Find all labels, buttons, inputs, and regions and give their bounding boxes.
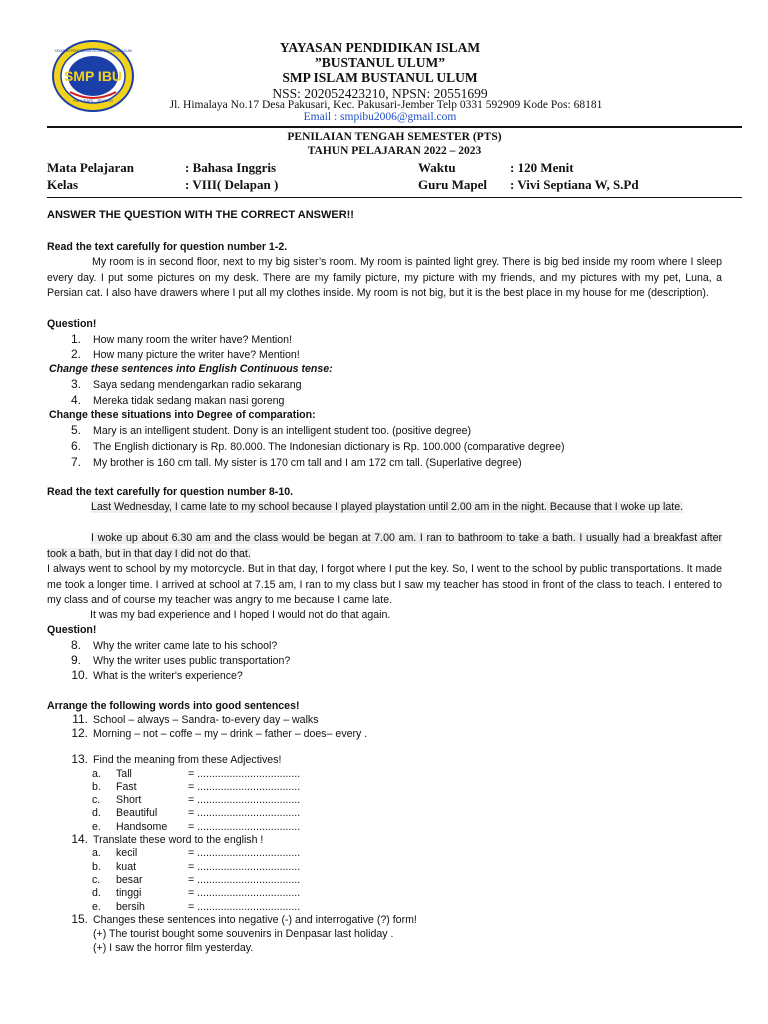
question-number: 10. <box>71 668 88 682</box>
item-letter: c. <box>92 874 101 886</box>
adjective-item: Short <box>116 794 142 806</box>
item-letter: c. <box>92 794 101 806</box>
section1-question-label: Question! <box>47 318 97 330</box>
logo-text: SMP IBU <box>63 68 123 84</box>
story-paragraph-2: I woke up about 6.30 am and the class would be began at 7.00 am. I ran to bathroom to take a bath. I usually had a breakfast after took a bath, but in that day I did not do that. <box>47 532 722 560</box>
question-10: What is the writer's experience? <box>93 670 243 682</box>
degree-heading: Change these situations into Degree of comparation: <box>49 409 316 421</box>
subject-value: : Bahasa Inggris <box>185 160 277 175</box>
question-number: 15. <box>71 912 88 926</box>
time-value: : 120 Menit <box>510 160 574 175</box>
school-name: SMP ISLAM BUSTANUL ULUM <box>282 70 478 85</box>
logo-bottom-text: PAKUSARI - JEMBER <box>73 98 113 103</box>
section2-paragraph-3: I always went to school by my motorcycle. But in that day, I forgot where I put the key. So, I went to the school by public transportations. It made me took a longer time. I arrived at school at 7.15 am, I ran to my class but I saw my teacher has stood in front of the class to teach. I entered to my class and of course my teacher was angry to me because I came late. <box>47 563 722 607</box>
section1-heading: Read the text carefully for question number 1-2. <box>47 241 288 253</box>
continuous-heading: Change these sentences into English Continuous tense: <box>49 363 333 375</box>
header-divider <box>47 197 742 198</box>
answer-blank: = ................................... <box>188 887 301 899</box>
question-number: 13. <box>71 752 88 766</box>
item-letter: d. <box>92 807 101 819</box>
question-15-sentence-1: (+) The tourist bought some souvenirs in Denpasar last holiday . <box>93 928 394 940</box>
question-4: Mereka tidak sedang makan nasi goreng <box>93 395 285 407</box>
question-number: 8. <box>70 638 81 652</box>
school-logo <box>52 40 134 112</box>
class-value: : VIII( Delapan ) <box>185 177 279 192</box>
answer-blank: = ................................... <box>188 821 301 833</box>
answer-blank: = ................................... <box>188 874 301 886</box>
item-letter: a. <box>92 768 101 780</box>
question-number: 2. <box>70 347 81 361</box>
question-12: Morning – not – coffe – my – drink – father – does– every . <box>93 728 368 740</box>
question-8: Why the writer came late to his school? <box>93 640 278 652</box>
foundation-subname: ”BUSTANUL ULUM” <box>315 55 445 70</box>
answer-blank: = ................................... <box>188 901 301 913</box>
adjective-item: Beautiful <box>116 807 158 819</box>
question-number: 9. <box>70 653 81 667</box>
question-number: 3. <box>70 377 81 391</box>
adjective-item: Fast <box>116 781 137 793</box>
exam-year: TAHUN PELAJARAN 2022 – 2023 <box>307 145 482 157</box>
teacher-label: Guru Mapel <box>418 177 487 192</box>
section1-paragraph: My room is in second floor, next to my big sister’s room. My room is painted light grey. There is big bed inside my room where I sleep every day. I put some pictures on my desk. There are my family picture, my picture with my friends, and my pictures with my pet, Luna, a Persian cat. I also have drawers where I put all my clothes inside. My room is not big, but it is the best place in my house for me (description). <box>47 256 722 300</box>
question-15-sentence-2: (+) I saw the horror film yesterday. <box>93 942 254 954</box>
answer-blank: = ................................... <box>188 847 301 859</box>
section2-paragraph-2 <box>47 531 722 562</box>
answer-blank: = ................................... <box>188 768 301 780</box>
question-11: School – always – Sandra- to-every day – walks <box>93 714 319 726</box>
item-letter: a. <box>92 847 101 859</box>
translate-item: tinggi <box>116 887 142 899</box>
question-number: 1. <box>70 332 81 346</box>
question-15: Changes these sentences into negative (-) and interrogative (?) form! <box>93 914 417 926</box>
time-label: Waktu <box>418 160 456 175</box>
question-13: Find the meaning from these Adjectives! <box>93 754 282 766</box>
section3-heading: Arrange the following words into good sentences! <box>47 700 300 712</box>
class-label: Kelas <box>47 177 79 192</box>
answer-blank: = ................................... <box>188 861 301 873</box>
section2-paragraph-1 <box>47 500 710 516</box>
section2-question-label: Question! <box>47 624 97 636</box>
letterhead-divider <box>47 126 742 128</box>
question-number: 6. <box>70 439 81 453</box>
question-1: How many room the writer have? Mention! <box>93 334 293 346</box>
answer-blank: = ................................... <box>188 794 301 806</box>
adjective-item: Handsome <box>116 821 168 833</box>
teacher-value: : Vivi Septiana W, S.Pd <box>510 177 639 192</box>
translate-item: bersih <box>116 901 145 913</box>
section2-heading: Read the text carefully for question number 8-10. <box>47 486 294 498</box>
school-address: Jl. Himalaya No.17 Desa Pakusari, Kec. Pakusari-Jember Telp 0331 592909 Kode Pos: 68181 <box>169 99 603 111</box>
answer-blank: = ................................... <box>188 781 301 793</box>
item-letter: e. <box>92 821 101 833</box>
question-2: How many picture the writer have? Mention! <box>93 349 300 361</box>
question-number: 14. <box>71 832 88 846</box>
foundation-name: YAYASAN PENDIDIKAN ISLAM <box>279 40 481 55</box>
question-number: 7. <box>70 455 81 469</box>
question-5: Mary is an intelligent student. Dony is an intelligent student too. (positive degree) <box>93 425 472 437</box>
question-number: 5. <box>70 423 81 437</box>
school-email: Email : smpibu2006@gmail.com <box>303 111 457 123</box>
question-6: The English dictionary is Rp. 80.000. The Indonesian dictionary is Rp. 100.000 (comparative degree) <box>93 441 565 453</box>
translate-item: kuat <box>116 861 137 873</box>
exam-title: PENILAIAN TENGAH SEMESTER (PTS) <box>287 131 502 143</box>
school-registration: NSS: 202052423210, NPSN: 20551699 <box>272 86 488 101</box>
adjective-item: Tall <box>116 768 132 780</box>
story-paragraph-1: Last Wednesday, I came late to my school because I played playstation until 2.00 am in the night. Because that I woke up late. <box>91 501 684 513</box>
translate-item: kecil <box>116 847 138 859</box>
logo-ring-text: YAYASAN PENDIDIKAN ISLAM BUSTANUL ULUM <box>54 49 132 53</box>
item-letter: e. <box>92 901 101 913</box>
item-letter: d. <box>92 887 101 899</box>
question-14: Translate these word to the english ! <box>93 834 264 846</box>
question-number: 4. <box>70 393 81 407</box>
subject-label: Mata Pelajaran <box>47 160 135 175</box>
question-3: Saya sedang mendengarkan radio sekarang <box>93 379 302 391</box>
translate-item: besar <box>116 874 143 886</box>
main-instruction: ANSWER THE QUESTION WITH THE CORRECT ANSWER!! <box>47 209 354 221</box>
question-7: My brother is 160 cm tall. My sister is 170 cm tall and I am 172 cm tall. (Superlative degree) <box>93 457 522 469</box>
section2-paragraph-4: It was my bad experience and I hoped I would not do that again. <box>90 609 391 621</box>
item-letter: b. <box>92 861 101 873</box>
question-9: Why the writer uses public transportation? <box>93 655 291 667</box>
item-letter: b. <box>92 781 101 793</box>
question-number: 12. <box>71 726 88 740</box>
question-number: 11. <box>72 712 88 726</box>
answer-blank: = ................................... <box>188 807 301 819</box>
